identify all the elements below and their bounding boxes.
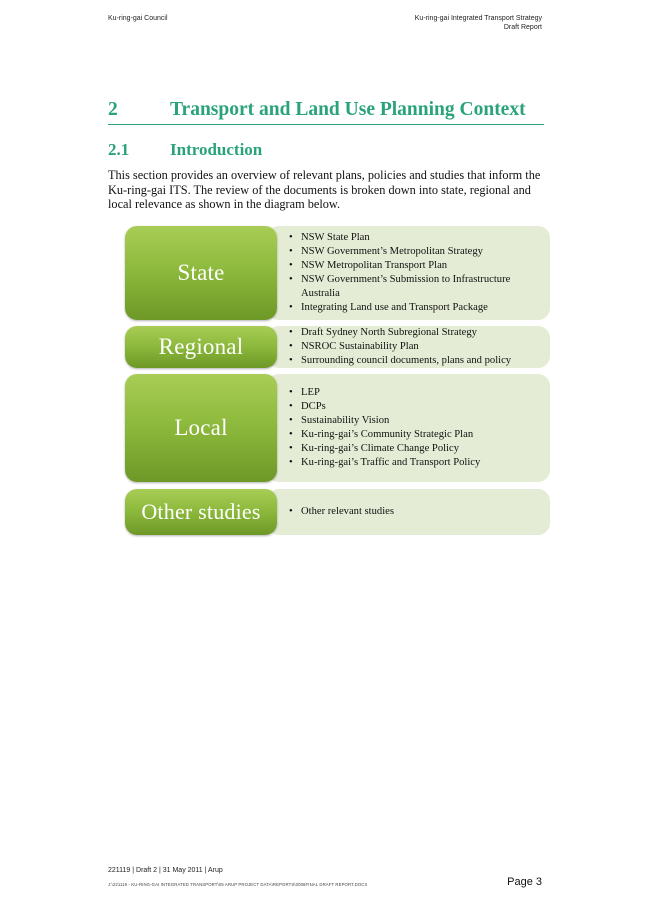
diagram-row-other (125, 489, 550, 535)
header-right-title: Ku-ring-gai Integrated Transport Strategy (414, 15, 542, 22)
list-item: • Other relevant studies (289, 506, 394, 517)
list-item: • Ku-ring-gai’s Community Strategic Plan (289, 429, 474, 440)
state-list (289, 226, 511, 320)
list-item: • NSW Government’s Submission to Infrastructure Australia (289, 274, 511, 299)
regional-box: Regional (125, 326, 277, 368)
section-heading (108, 98, 544, 125)
list-item: • DCPs (289, 401, 326, 412)
list-item: • Ku-ring-gai’s Climate Change Policy (289, 443, 459, 454)
intro-paragraph: This section provides an overview of relevant plans, policies and studies that inform the Ku-ring-gai ITS. The review of the documents is broken down into state, regional and local relevance as shown in the diagram below. (108, 168, 541, 211)
other-studies-box: Other studies (125, 489, 277, 535)
list-item: • NSW State Plan (289, 232, 370, 243)
header-right-subtitle: Draft Report (503, 24, 542, 31)
local-list (289, 374, 480, 482)
subsection-number: 2.1 (108, 140, 130, 159)
diagram-row-local (125, 374, 550, 482)
list-item: • Sustainability Vision (289, 415, 390, 426)
header-right (415, 14, 542, 32)
section-title: Transport and Land Use Planning Context (170, 99, 526, 120)
header-left: Ku-ring-gai Council (108, 15, 168, 22)
state-box: State (125, 226, 277, 320)
footer-meta: 221119 | Draft 2 | 31 May 2011 | Arup (108, 867, 223, 874)
subsection-title: Introduction (170, 140, 263, 159)
list-item: • Ku-ring-gai’s Traffic and Transport Policy (289, 457, 481, 468)
list-item: • NSROC Sustainability Plan (289, 341, 419, 352)
list-item: • NSW Metropolitan Transport Plan (289, 260, 448, 271)
list-item: • Draft Sydney North Subregional Strategy (289, 327, 477, 338)
section-number: 2 (108, 99, 118, 120)
footer-path: J:\221119 - KU-RING-GAI INTEGRATED TRANSPORT\05 ARUP PROJECT DATA\REPORTS\0006FINAL DRAFT REPORT.DOCX (108, 882, 368, 887)
page-number: Page 3 (507, 876, 542, 888)
list-item: • Integrating Land use and Transport Package (289, 302, 488, 313)
list-item: • LEP (289, 387, 320, 398)
list-item: • NSW Government’s Metropolitan Strategy (289, 246, 483, 257)
diagram-row-regional (125, 326, 550, 368)
other-list (289, 489, 394, 535)
regional-list (289, 326, 511, 368)
local-box: Local (125, 374, 277, 482)
diagram-row-state (125, 226, 550, 320)
list-item: • Surrounding council documents, plans and policy (289, 355, 512, 366)
